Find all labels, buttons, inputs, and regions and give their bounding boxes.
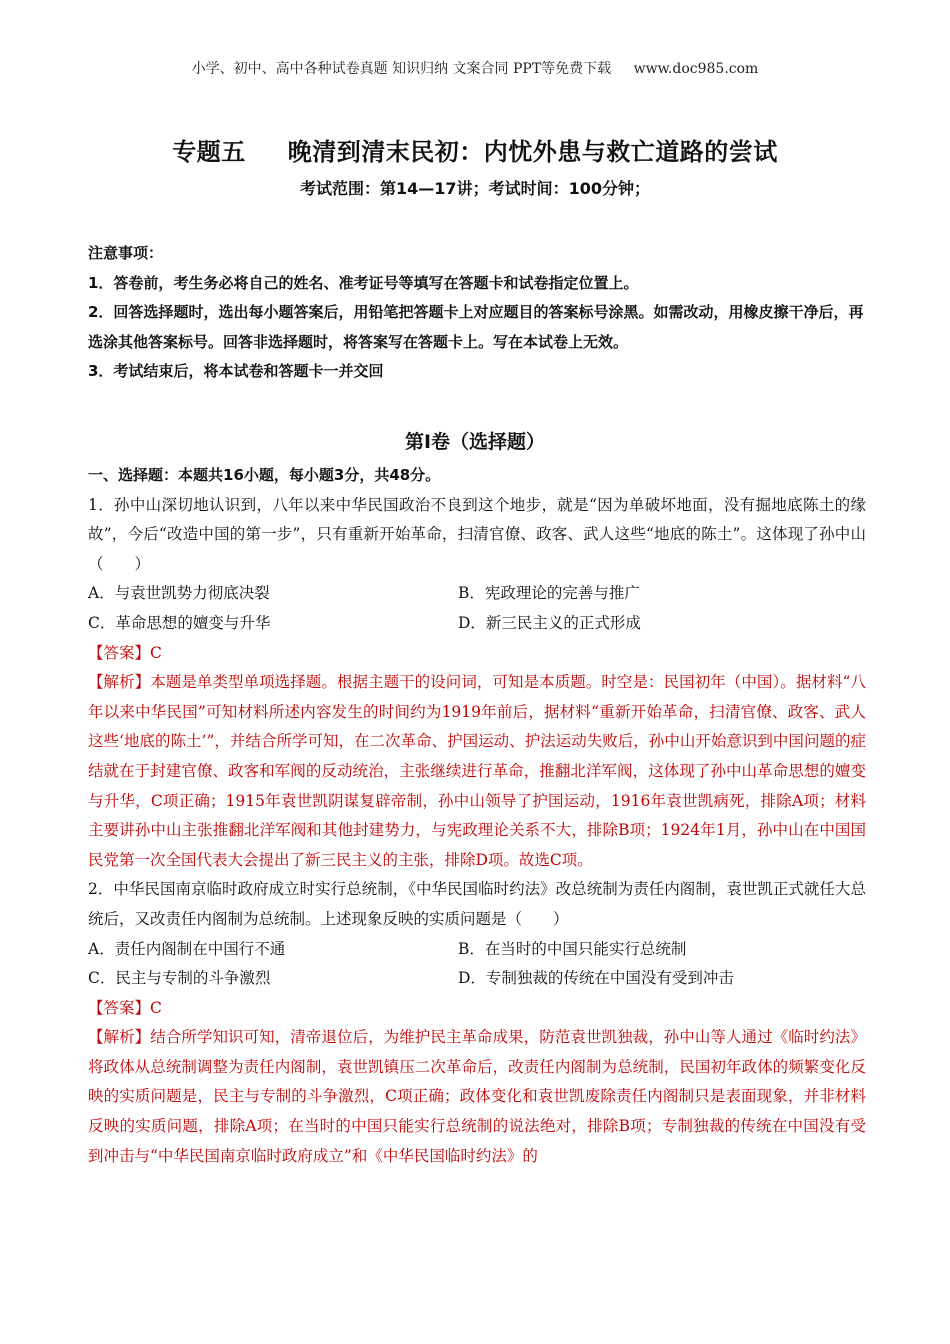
note-item: 1．答卷前，考生务必将自己的姓名、准考证号等填写在答题卡和试卷指定位置上。 bbox=[88, 273, 639, 292]
section-title: 第I卷（选择题） bbox=[404, 431, 546, 453]
analysis-paragraph bbox=[88, 668, 866, 875]
answer-tag: 【答案】 bbox=[88, 998, 151, 1017]
option-c: C．民主与专制的斗争激烈 bbox=[88, 969, 271, 988]
options bbox=[88, 935, 866, 994]
answer-line bbox=[88, 994, 866, 1024]
answer-line bbox=[88, 639, 866, 669]
exam-range: 考试范围：第14—17讲；考试时间：100分钟； bbox=[300, 179, 650, 198]
document-title bbox=[0, 132, 950, 167]
option-c: C．革命思想的嬗变与升华 bbox=[88, 613, 271, 632]
header-banner-text: 小学、初中、高中各种试卷真题 知识归纳 文案合同 PPT等免费下载 bbox=[191, 61, 612, 77]
analysis-tag: 【解析】 bbox=[88, 673, 151, 692]
analysis-tag: 【解析】 bbox=[88, 1028, 151, 1047]
section-heading: 一、选择题：本题共16小题，每小题3分，共48分。 bbox=[88, 466, 441, 484]
header-banner bbox=[0, 58, 950, 78]
site-link[interactable]: www.doc985.com bbox=[633, 61, 759, 77]
analysis-paragraph bbox=[88, 1023, 866, 1171]
option-d: D．新三民主义的正式形成 bbox=[458, 613, 641, 632]
option-d: D．专制独裁的传统在中国没有受到冲击 bbox=[458, 969, 734, 988]
answer-value: C bbox=[150, 643, 162, 662]
note-item: 3．考试结束后，将本试卷和答题卡一并交回 bbox=[88, 362, 384, 380]
option-b: B．宪政理论的完善与推广 bbox=[458, 584, 640, 603]
question-2 bbox=[88, 875, 866, 1171]
analysis-text: 结合所学知识可知，清帝退位后，为维护民主革命成果，防范袁世凯独裁，孙中山等人通过《临时约法》将政体从总统制调整为责任内阁制，袁世凯镇压二次革命后，改责任内阁制为总统制，民国初年政体的频繁变化反映的实质问题是，民主与专制的斗争激烈，C项正确；政体变化和袁世凯废除责任内阁制只是表面现象，并非材料反映的实质问题，排除A项；在当时的中国只能实行总统制的说法绝对，排除B项；专制独裁的传统在中国没有受到冲击与“中华民国南京临时政府成立”和《中华民国临时约法》的 bbox=[88, 1028, 866, 1165]
answer-tag: 【答案】 bbox=[88, 643, 151, 662]
options bbox=[88, 579, 866, 638]
question-stem: 2．中华民国南京临时政府成立时实行总统制，《中华民国临时约法》改总统制为责任内阁制，袁世凯正式就任大总统后，又改责任内阁制为总统制。上述现象反映的实质问题是（ ） bbox=[88, 880, 866, 928]
option-a: A．与袁世凯势力彻底决裂 bbox=[88, 584, 270, 603]
option-b: B．在当时的中国只能实行总统制 bbox=[458, 939, 687, 958]
topic-number: 专题五 bbox=[172, 138, 246, 166]
option-a: A．责任内阁制在中国行不通 bbox=[88, 939, 286, 958]
answer-value: C bbox=[150, 998, 162, 1017]
note-item: 2．回答选择题时，选出每小题答案后，用铅笔把答题卡上对应题目的答案标号涂黑。如需改动，用橡皮擦干净后，再选涂其他答案标号。回答非选择题时，将答案写在答题卡上。写在本试卷上无效。 bbox=[88, 303, 864, 351]
notes-block bbox=[88, 239, 868, 387]
topic-name: 晚清到清末民初：内忧外患与救亡道路的尝试 bbox=[287, 138, 778, 166]
notes-heading: 注意事项： bbox=[88, 244, 164, 262]
question-stem: 1．孙中山深切地认识到，八年以来中华民国政治不良到这个地步，就是“因为单破坏地面，没有掘地底陈土的缘故”，今后“改造中国的第一步”，只有重新开始革命，扫清官僚、政客、武人这些“地底的陈土”。这体现了孙中山（ ） bbox=[88, 495, 866, 573]
question-1 bbox=[88, 491, 866, 876]
analysis-text: 本题是单类型单项选择题。根据主题干的设问词，可知是本质题。时空是：民国初年（中国）。据材料“八年以来中华民国”可知材料所述内容发生的时间约为1919年前后，据材料“重新开始革命，扫清官僚、政客、武人这些‘地底的陈土’”，并结合所学可知，在二次革命、护国运动、护法运动失败后，孙中山开始意识到中国问题的症结就在于封建官僚、政客和军阀的反动统治，主张继续进行革命，推翻北洋军阀，这体现了孙中山革命思想的嬗变与升华，C项正确；1915年袁世凯阴谋复辟帝制，孙中山领导了护国运动，1916年袁世凯病死，排除A项；材料主要讲孙中山主张推翻北洋军阀和其他封建势力，与宪政理论关系不大，排除B项；1924年1月，孙中山在中国国民党第一次全国代表大会提出了新三民主义的主张，排除D项。故选C项。 bbox=[88, 673, 866, 869]
questions-area bbox=[88, 461, 866, 1171]
